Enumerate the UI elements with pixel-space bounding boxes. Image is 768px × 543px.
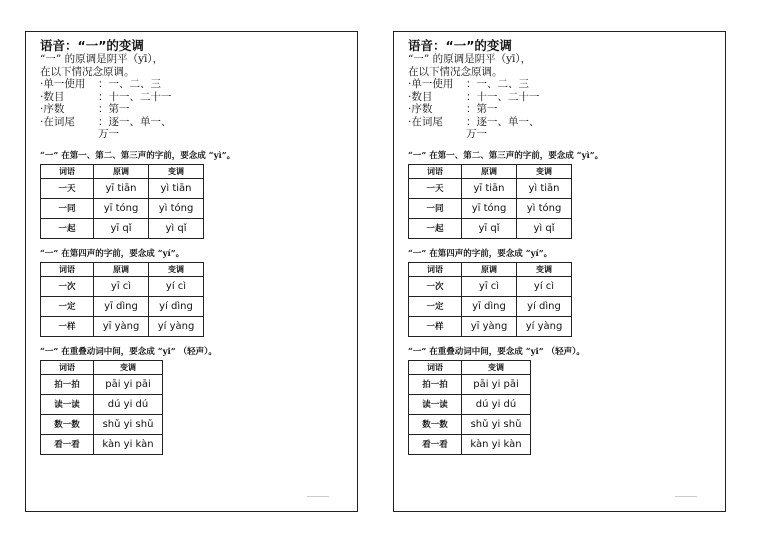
rule-value-continued: 万一 [466, 128, 487, 140]
word-cell: 一定 [409, 296, 462, 316]
pinyin-cell: yī tóng [94, 198, 149, 218]
header-cell: 变调 [462, 360, 531, 374]
rule-label: ·序数 [40, 103, 65, 115]
pinyin-cell: yí yàng [517, 316, 572, 336]
pinyin-cell: dú yi dú [462, 394, 531, 414]
table-row [41, 198, 204, 218]
table-row [41, 414, 163, 434]
pinyin-cell: pāi yi pāi [94, 374, 163, 394]
rule-label: ·数目 [408, 90, 433, 103]
pinyin-cell: yī dìng [462, 296, 517, 316]
rule-value: ：第一 [466, 103, 498, 115]
pinyin-cell: yī dìng [94, 296, 149, 316]
word-cell: 读一读 [41, 394, 94, 414]
intro-line: “一” 的原调是阴平（yī）， [408, 53, 532, 65]
page-title: 语音：“一”的变调 [408, 38, 512, 53]
table-row [41, 374, 163, 394]
word-cell: 看一看 [41, 434, 94, 454]
header-cell: 原调 [94, 164, 149, 178]
header-cell: 变调 [517, 164, 572, 178]
header-cell: 词语 [41, 262, 94, 276]
pinyin-cell: yí dìng [149, 296, 204, 316]
table-header-row [409, 164, 572, 178]
page-content [40, 39, 349, 455]
pinyin-cell: yí cì [149, 276, 204, 296]
pinyin-cell: shǔ yi shǔ [462, 414, 531, 434]
table-header-row [41, 164, 204, 178]
table-row [41, 394, 163, 414]
table-row [409, 374, 531, 394]
section-title: “一” 在重叠动词中间，要念成 “yi” （轻声）。 [40, 346, 217, 357]
pinyin-cell: yí cì [517, 276, 572, 296]
rule-label: ·在词尾 [40, 115, 75, 128]
word-cell: 一同 [41, 198, 94, 218]
table-row [409, 276, 572, 296]
faint-divider [675, 496, 697, 497]
pinyin-cell: dú yi dú [94, 394, 163, 414]
header-cell: 词语 [409, 360, 462, 374]
pinyin-cell: yī tiān [94, 178, 149, 198]
word-cell: 一起 [409, 218, 462, 238]
pinyin-cell: kàn yi kàn [462, 434, 531, 454]
rule-value: ：一、二、三 [466, 78, 529, 90]
header-cell: 词语 [41, 360, 94, 374]
intro-text [408, 53, 717, 78]
rule-value-continued: 万一 [98, 128, 119, 140]
rule-label: ·单一使用 [40, 78, 86, 90]
intro-line: 在以下情况念原调。 [40, 65, 135, 78]
section-title: “一” 在重叠动词中间，要念成 “yi” （轻声）。 [408, 346, 585, 357]
pinyin-cell: yī yàng [462, 316, 517, 336]
word-cell: 一样 [41, 316, 94, 336]
table-header-row [41, 360, 163, 374]
word-cell: 拍一拍 [409, 374, 462, 394]
header-cell: 原调 [462, 164, 517, 178]
word-cell: 一起 [41, 218, 94, 238]
word-cell: 一次 [409, 276, 462, 296]
table-row [41, 434, 163, 454]
table-header-row [409, 262, 572, 276]
pinyin-cell: yì tiān [517, 178, 572, 198]
pinyin-cell: yī tóng [462, 198, 517, 218]
table-row [41, 276, 204, 296]
tone-table [40, 262, 204, 337]
tone-table [408, 262, 572, 337]
word-cell: 拍一拍 [41, 374, 94, 394]
pinyin-cell: yī yàng [94, 316, 149, 336]
tone-table [408, 164, 572, 239]
intro-line: “一” 的原调是阴平（yī）， [40, 53, 164, 65]
word-cell: 一天 [409, 178, 462, 198]
pinyin-cell: yī cì [94, 276, 149, 296]
word-cell: 看一看 [409, 434, 462, 454]
pinyin-cell: kàn yi kàn [94, 434, 163, 454]
header-cell: 词语 [409, 164, 462, 178]
pinyin-cell: yī cì [462, 276, 517, 296]
word-cell: 读一读 [409, 394, 462, 414]
section-title: “一” 在第四声的字前，要念成 “yí”。 [40, 248, 185, 259]
rule-label: ·数目 [40, 90, 65, 103]
pinyin-cell: yì tóng [517, 198, 572, 218]
rule-value: ：第一 [98, 103, 130, 115]
rule-label: ·序数 [408, 103, 433, 115]
worksheet-page-left [25, 31, 358, 512]
word-cell: 一同 [409, 198, 462, 218]
section-title: “一” 在第四声的字前，要念成 “yí”。 [408, 248, 553, 259]
header-cell: 原调 [94, 262, 149, 276]
pinyin-cell: yí dìng [517, 296, 572, 316]
table-row [409, 434, 531, 454]
pinyin-cell: yī qǐ [462, 218, 517, 238]
rule-label: ·单一使用 [408, 78, 454, 90]
pinyin-cell: pāi yi pāi [462, 374, 531, 394]
table-row [409, 198, 572, 218]
table-header-row [409, 360, 531, 374]
table-row [409, 218, 572, 238]
rule-list [408, 78, 717, 141]
table-header-row [41, 262, 204, 276]
rule-value: ：逐一、单一、 [466, 115, 540, 128]
rule-value: ：十一、二十一 [98, 90, 172, 103]
tone-table [408, 360, 531, 455]
word-cell: 一样 [409, 316, 462, 336]
table-row [41, 218, 204, 238]
page-content [408, 39, 717, 455]
header-cell: 变调 [149, 164, 204, 178]
rule-value: ：十一、二十一 [466, 90, 540, 103]
pinyin-cell: yī qǐ [94, 218, 149, 238]
worksheet-page-right [393, 31, 726, 512]
header-cell: 原调 [462, 262, 517, 276]
pinyin-cell: yī tiān [462, 178, 517, 198]
table-row [409, 394, 531, 414]
pinyin-cell: yì qǐ [517, 218, 572, 238]
pinyin-cell: yì qǐ [149, 218, 204, 238]
pinyin-cell: shǔ yi shǔ [94, 414, 163, 434]
header-cell: 变调 [149, 262, 204, 276]
tone-table [40, 164, 204, 239]
header-cell: 变调 [94, 360, 163, 374]
word-cell: 一天 [41, 178, 94, 198]
table-row [41, 316, 204, 336]
section-title: “一” 在第一、第二、第三声的字前，要念成 “yì”。 [40, 150, 236, 161]
faint-divider [307, 496, 329, 497]
pinyin-cell: yí yàng [149, 316, 204, 336]
header-cell: 词语 [409, 262, 462, 276]
section-title: “一” 在第一、第二、第三声的字前，要念成 “yì”。 [408, 150, 604, 161]
table-row [409, 414, 531, 434]
intro-text [40, 53, 349, 78]
rule-value: ：一、二、三 [98, 78, 161, 90]
rule-label: ·在词尾 [408, 115, 443, 128]
table-row [41, 178, 204, 198]
header-cell: 变调 [517, 262, 572, 276]
rule-list [40, 78, 349, 141]
word-cell: 数一数 [409, 414, 462, 434]
table-row [409, 316, 572, 336]
pinyin-cell: yì tiān [149, 178, 204, 198]
header-cell: 词语 [41, 164, 94, 178]
intro-line: 在以下情况念原调。 [408, 65, 503, 78]
pinyin-cell: yì tóng [149, 198, 204, 218]
tone-table [40, 360, 163, 455]
rule-value: ：逐一、单一、 [98, 115, 172, 128]
word-cell: 一定 [41, 296, 94, 316]
table-row [409, 296, 572, 316]
word-cell: 一次 [41, 276, 94, 296]
page-title: 语音：“一”的变调 [40, 38, 144, 53]
word-cell: 数一数 [41, 414, 94, 434]
table-row [41, 296, 204, 316]
table-row [409, 178, 572, 198]
